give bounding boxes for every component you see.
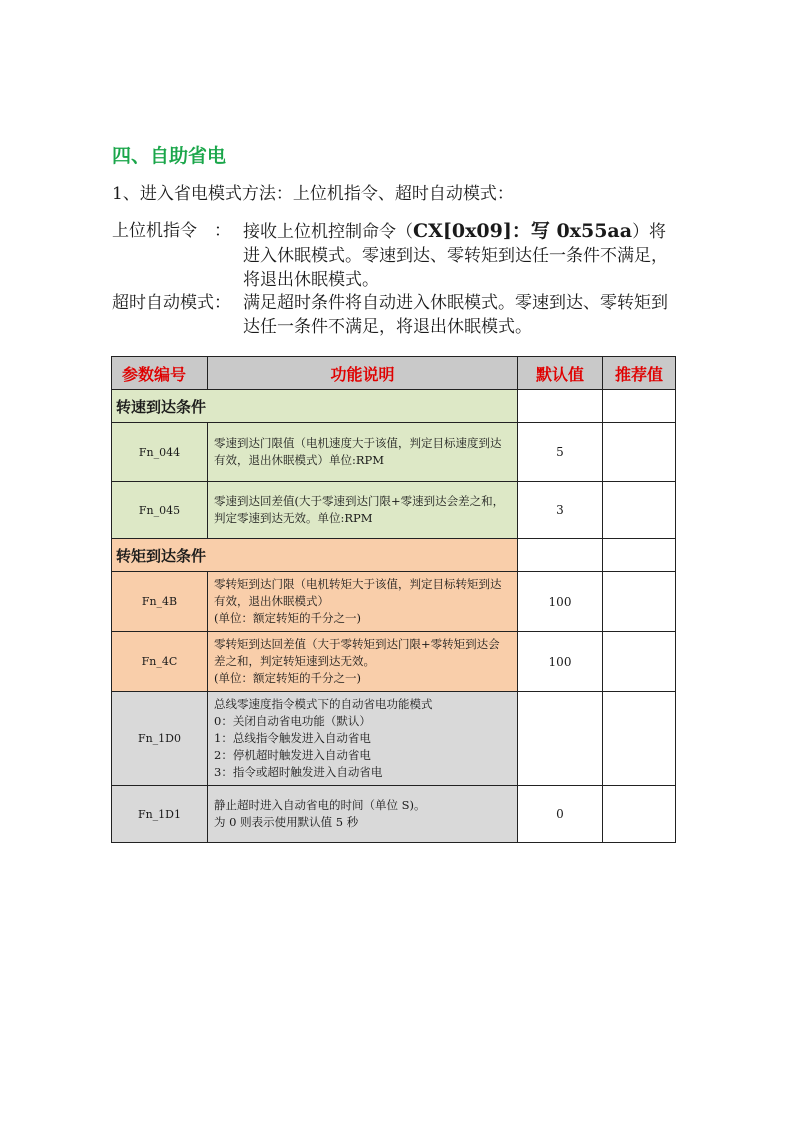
function-desc bbox=[208, 632, 518, 692]
empty-cell bbox=[518, 539, 603, 572]
method-desc-host-post: ）将进入休眠模式。零速到达、零转矩到达任一条件不满足，将退出休眠模式。 bbox=[243, 222, 668, 290]
param-code: Fn_045 bbox=[112, 482, 208, 539]
method-term-timeout: 超时自动模式： bbox=[112, 293, 231, 313]
intro-text: 1、进入省电模式方法：上位机指令、超时自动模式： bbox=[112, 184, 514, 204]
function-desc bbox=[208, 572, 518, 632]
function-desc-line: 为 0 则表示使用默认值 5 秒 bbox=[214, 815, 359, 829]
function-desc-line: 静止超时进入自动省电的时间（单位 S)。 bbox=[214, 798, 426, 812]
recommended-value bbox=[603, 423, 676, 482]
function-desc-line: 1：总线指令触发进入自动省电 bbox=[214, 731, 371, 745]
method-desc-host-command: CX[0x09]：写 0x55aa bbox=[413, 220, 633, 242]
function-desc bbox=[208, 786, 518, 843]
function-desc-line: 零速到达门限值（电机速度大于该值，判定目标速度到达有效，退出休眠模式）单位:RPM bbox=[214, 436, 502, 467]
method-desc-timeout: 满足超时条件将自动进入休眠模式。零速到达、零转矩到达任一条件不满足，将退出休眠模式。 bbox=[243, 293, 668, 337]
function-desc-line: 2：停机超时触发进入自动省电 bbox=[214, 748, 371, 762]
table-row bbox=[112, 786, 676, 843]
function-desc bbox=[208, 423, 518, 482]
param-code: Fn_1D1 bbox=[112, 786, 208, 843]
function-desc-line: 零转矩到达门限（电机转矩大于该值，判定目标转矩到达有效，退出休眠模式） bbox=[214, 577, 502, 608]
section-title: 转速到达条件 bbox=[112, 390, 518, 423]
function-desc bbox=[208, 692, 518, 786]
table-row bbox=[112, 692, 676, 786]
function-desc-line: 3：指令或超时触发进入自动省电 bbox=[214, 765, 383, 779]
table-row bbox=[112, 632, 676, 692]
empty-cell bbox=[603, 390, 676, 423]
section-title: 四、自助省电 bbox=[112, 145, 227, 167]
default-value: 3 bbox=[518, 482, 603, 539]
header-param-code: 参数编号 bbox=[112, 357, 208, 390]
function-desc-line: 0：关闭自动省电功能（默认） bbox=[214, 714, 371, 728]
table-header-row bbox=[112, 357, 676, 390]
table-row bbox=[112, 572, 676, 632]
function-desc-line: 总线零速度指令模式下的自动省电功能模式 bbox=[214, 697, 433, 711]
table-row bbox=[112, 482, 676, 539]
header-default: 默认值 bbox=[518, 357, 603, 390]
param-code: Fn_044 bbox=[112, 423, 208, 482]
header-recommended: 推荐值 bbox=[603, 357, 676, 390]
default-value: 0 bbox=[518, 786, 603, 843]
recommended-value bbox=[603, 572, 676, 632]
function-desc bbox=[208, 482, 518, 539]
header-function-desc: 功能说明 bbox=[208, 357, 518, 390]
recommended-value bbox=[603, 632, 676, 692]
section-row bbox=[112, 390, 676, 423]
method-desc-host-pre: 接收上位机控制命令（ bbox=[243, 222, 413, 242]
param-code: Fn_4C bbox=[112, 632, 208, 692]
parameter-table bbox=[111, 356, 676, 843]
function-desc-line: 零速到达回差值(大于零速到达门限+零速到达会差之和，判定零速到达无效。单位:RPM bbox=[214, 494, 505, 525]
param-code: Fn_1D0 bbox=[112, 692, 208, 786]
section-title: 转矩到达条件 bbox=[112, 539, 518, 572]
default-value: 100 bbox=[518, 572, 603, 632]
default-value: 5 bbox=[518, 423, 603, 482]
recommended-value bbox=[603, 482, 676, 539]
function-desc-line: (单位：额定转矩的千分之一) bbox=[214, 671, 361, 685]
param-code: Fn_4B bbox=[112, 572, 208, 632]
section-row bbox=[112, 539, 676, 572]
recommended-value bbox=[603, 786, 676, 843]
function-desc-line: (单位：额定转矩的千分之一) bbox=[214, 611, 361, 625]
method-term-host: 上位机指令 ： bbox=[112, 221, 231, 241]
empty-cell bbox=[603, 539, 676, 572]
recommended-value bbox=[603, 692, 676, 786]
empty-cell bbox=[518, 390, 603, 423]
default-value: 100 bbox=[518, 632, 603, 692]
default-value bbox=[518, 692, 603, 786]
function-desc-line: 零转矩到达回差值（大于零转矩到达门限+零转矩到达会差之和，判定转矩速到达无效。 bbox=[214, 637, 500, 668]
method-desc-host bbox=[243, 219, 683, 292]
table-row bbox=[112, 423, 676, 482]
